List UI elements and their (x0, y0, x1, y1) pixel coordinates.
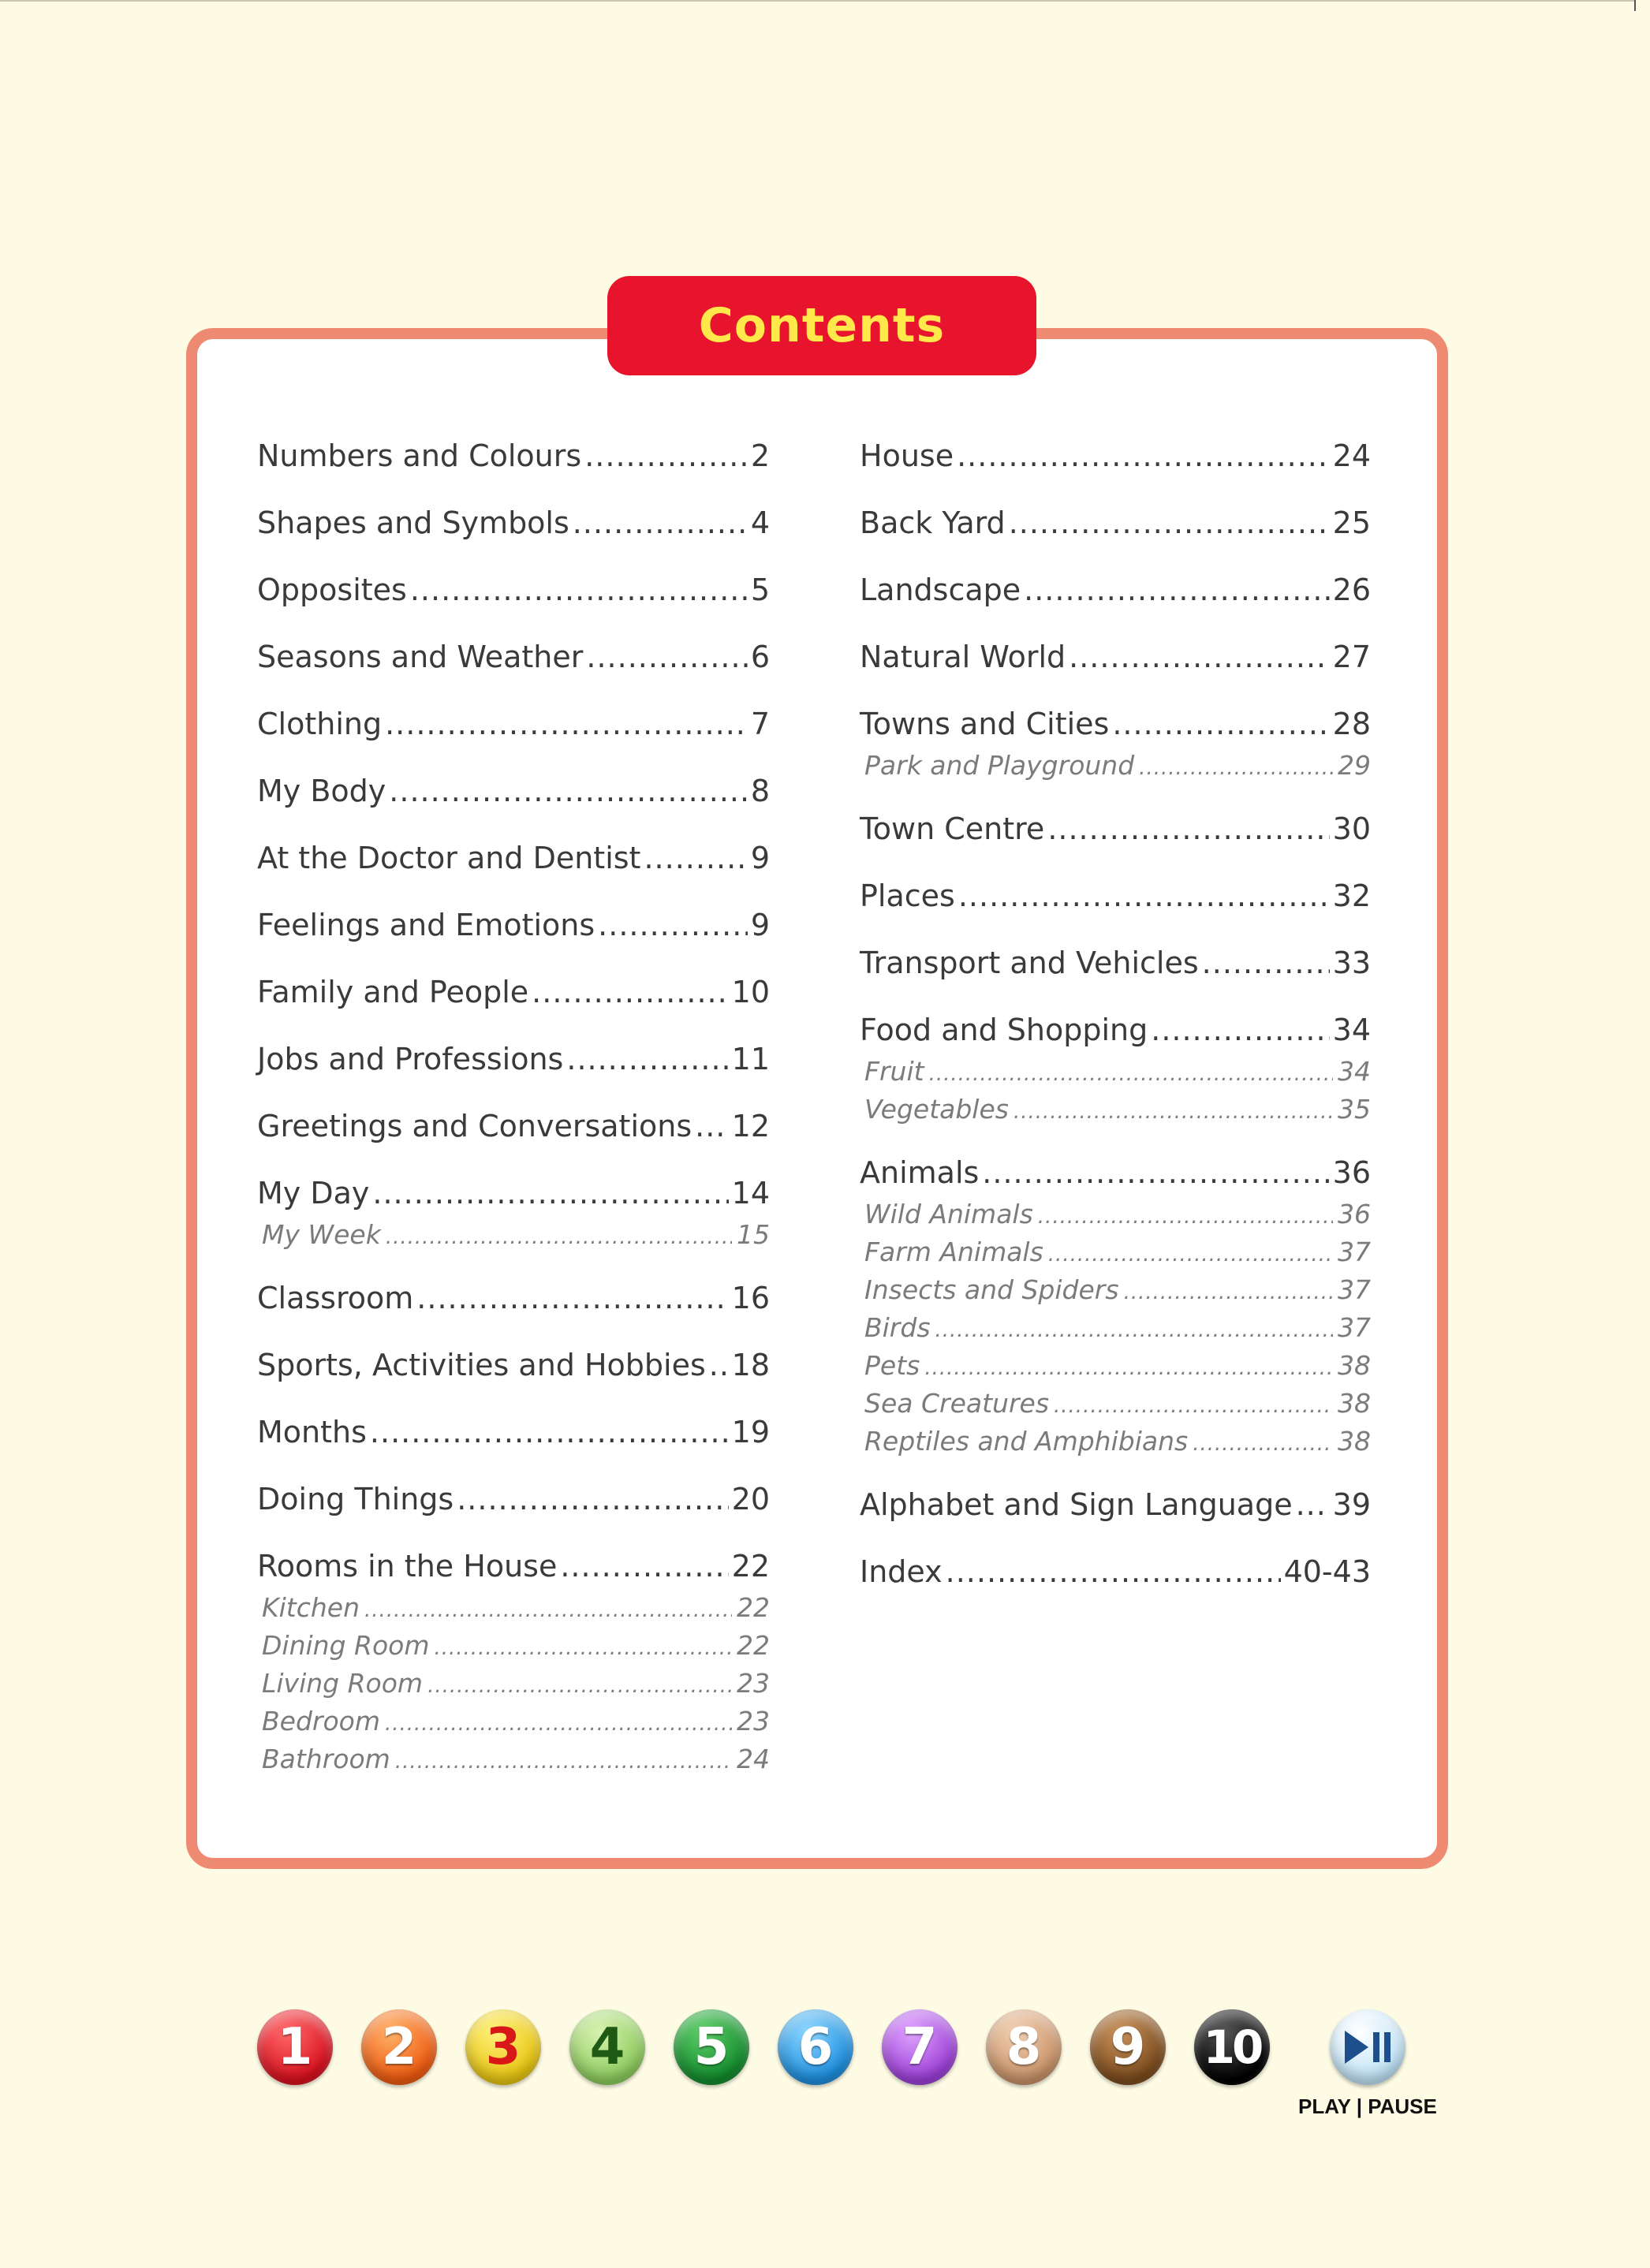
toc-entry-transport-and-vehicles[interactable] (860, 946, 1371, 1013)
dot-leader (566, 1042, 728, 1076)
toc-entry-places[interactable] (860, 878, 1371, 946)
toc-entry-page: 2 (750, 438, 770, 473)
toc-entry-label: Natural World (860, 640, 1066, 674)
play-pause-button[interactable] (1330, 2009, 1405, 2085)
dot-leader (457, 1482, 728, 1516)
toc-subentry-page: 38 (1338, 1388, 1371, 1419)
track-button-1[interactable]: 1 (257, 2009, 333, 2085)
toc-subentry-label: Sea Creatures (864, 1388, 1050, 1419)
toc-entry-label: Jobs and Professions (257, 1042, 564, 1076)
toc-entry-page: 12 (731, 1109, 770, 1143)
dot-leader (957, 438, 1330, 473)
toc-subentry-label: Park and Playground (864, 750, 1135, 781)
toc-entry-page: 4 (750, 505, 770, 540)
toc-entry-my-body[interactable] (257, 774, 770, 841)
dot-leader (598, 908, 748, 942)
dot-leader (410, 573, 748, 607)
contents-left-column (257, 438, 770, 1805)
toc-subentry-page: 29 (1338, 750, 1371, 781)
contents-title: Contents (607, 276, 1036, 375)
dot-leader (1124, 1281, 1333, 1304)
toc-subentry-label: Pets (864, 1350, 920, 1381)
dot-leader (644, 841, 747, 875)
dot-leader (434, 1636, 732, 1660)
track-button-6[interactable]: 6 (778, 2009, 853, 2085)
toc-subentry-wild-animals[interactable] (860, 1199, 1371, 1237)
toc-subentry-page: 23 (737, 1668, 770, 1699)
toc-subentry-birds[interactable] (860, 1312, 1371, 1350)
toc-subentry-reptiles-and-amphibians[interactable] (860, 1426, 1371, 1464)
track-button-10[interactable]: 10 (1194, 2009, 1270, 2085)
toc-subentry-page: 37 (1338, 1312, 1371, 1343)
toc-subentry-label: Farm Animals (864, 1237, 1043, 1267)
dot-leader (1069, 640, 1330, 674)
toc-entry-label: Classroom (257, 1281, 414, 1315)
toc-subentry-farm-animals[interactable] (860, 1237, 1371, 1274)
dot-leader (560, 1549, 728, 1583)
toc-entry-landscape[interactable] (860, 573, 1371, 640)
dot-leader (935, 1319, 1333, 1342)
track-button-5[interactable]: 5 (674, 2009, 749, 2085)
toc-entry-jobs-and-professions[interactable] (257, 1042, 770, 1109)
toc-entry-label: Towns and Cities (860, 707, 1110, 741)
toc-entry-family-and-people[interactable] (257, 975, 770, 1042)
track-button-7[interactable]: 7 (882, 2009, 958, 2085)
toc-entry-page: 22 (731, 1549, 770, 1583)
dot-leader (372, 1176, 728, 1210)
dot-leader (1139, 756, 1333, 780)
toc-subentry-page: 36 (1338, 1199, 1371, 1229)
toc-subentry-page: 38 (1338, 1350, 1371, 1381)
toc-entry-page: 36 (1332, 1155, 1371, 1190)
dot-leader (1296, 1487, 1330, 1522)
dot-leader (385, 707, 748, 741)
toc-entry-sports-activities-and-hobbies[interactable] (257, 1348, 770, 1415)
toc-subentry-label: Vegetables (864, 1094, 1009, 1125)
toc-entry-page: 39 (1332, 1487, 1371, 1522)
toc-entry-label: Family and People (257, 975, 529, 1009)
dot-leader (532, 975, 728, 1009)
toc-entry-page: 9 (750, 908, 770, 942)
toc-entry-page: 32 (1332, 878, 1371, 913)
toc-subentry-kitchen[interactable] (257, 1592, 770, 1630)
toc-entry-label: Shapes and Symbols (257, 505, 569, 540)
toc-entry-page: 28 (1332, 707, 1371, 741)
dot-leader (695, 1109, 729, 1143)
toc-entry-page: 34 (1332, 1013, 1371, 1047)
toc-entry-house[interactable] (860, 438, 1371, 505)
toc-entry-label: Opposites (257, 573, 407, 607)
dot-leader (1193, 1432, 1333, 1456)
toc-entry-label: Doing Things (257, 1482, 454, 1516)
toc-entry-alphabet-and-sign-language[interactable] (860, 1487, 1371, 1554)
toc-entry-natural-world[interactable] (860, 640, 1371, 707)
toc-subentry-label: Insects and Spiders (864, 1274, 1119, 1305)
dot-leader (929, 1062, 1333, 1086)
toc-entry-classroom[interactable] (257, 1281, 770, 1348)
contents-right-column (860, 438, 1371, 1621)
toc-entry-page: 8 (750, 774, 770, 808)
toc-entry-label: Town Centre (860, 811, 1045, 846)
dot-leader (1151, 1013, 1329, 1047)
dot-leader (427, 1674, 732, 1698)
toc-subentry-label: Wild Animals (864, 1199, 1033, 1229)
toc-entry-label: Feelings and Emotions (257, 908, 595, 942)
dot-leader (1009, 505, 1330, 540)
toc-entry-clothing[interactable] (257, 707, 770, 774)
toc-entry-at-the-doctor-and-dentist[interactable] (257, 841, 770, 908)
dot-leader (1054, 1394, 1333, 1418)
toc-subentry-fruit[interactable] (860, 1056, 1371, 1094)
toc-subentry-bathroom[interactable] (257, 1744, 770, 1781)
toc-entry-greetings-and-conversations[interactable] (257, 1109, 770, 1176)
toc-entry-label: My Day (257, 1176, 370, 1210)
toc-entry-label: Index (860, 1554, 943, 1589)
dot-leader (573, 505, 748, 540)
toc-subentry-page: 22 (737, 1592, 770, 1623)
toc-entry-page: 11 (731, 1042, 770, 1076)
track-button-9[interactable]: 9 (1090, 2009, 1166, 2085)
toc-subentry-label: Bathroom (262, 1744, 390, 1774)
dot-leader (1048, 1243, 1333, 1266)
dot-leader (982, 1155, 1329, 1190)
toc-entry-page: 7 (750, 707, 770, 741)
toc-subentry-label: Dining Room (262, 1630, 430, 1661)
dot-leader (584, 438, 748, 473)
toc-entry-page: 27 (1332, 640, 1371, 674)
toc-subentry-park-and-playground[interactable] (860, 750, 1371, 788)
toc-entry-label: Greetings and Conversations (257, 1109, 692, 1143)
toc-entry-page: 25 (1332, 505, 1371, 540)
toc-subentry-living-room[interactable] (257, 1668, 770, 1706)
toc-entry-label: At the Doctor and Dentist (257, 841, 641, 875)
toc-entry-page: 33 (1332, 946, 1371, 980)
dot-leader (946, 1554, 1281, 1589)
toc-entry-page: 20 (731, 1482, 770, 1516)
toc-subentry-bedroom[interactable] (257, 1706, 770, 1744)
dot-leader (385, 1712, 732, 1736)
toc-entry-label: Places (860, 878, 955, 913)
toc-subentry-page: 37 (1338, 1237, 1371, 1267)
toc-subentry-label: My Week (262, 1219, 381, 1250)
toc-entry-numbers-and-colours[interactable] (257, 438, 770, 505)
toc-subentry-page: 15 (737, 1219, 770, 1250)
dot-leader (924, 1356, 1333, 1380)
toc-entry-page: 16 (731, 1281, 770, 1315)
play-pause-control (1298, 2009, 1437, 2119)
toc-subentry-label: Birds (864, 1312, 931, 1343)
toc-subentry-my-week[interactable] (257, 1219, 770, 1257)
toc-entry-label: Back Yard (860, 505, 1006, 540)
toc-entry-seasons-and-weather[interactable] (257, 640, 770, 707)
toc-subentry-label: Reptiles and Amphibians (864, 1426, 1189, 1457)
track-button-2[interactable]: 2 (361, 2009, 437, 2085)
play-pause-label: PLAY | PAUSE (1298, 2095, 1437, 2118)
toc-subentry-page: 35 (1338, 1094, 1371, 1125)
toc-entry-label: Landscape (860, 573, 1021, 607)
toc-entry-label: Sports, Activities and Hobbies (257, 1348, 706, 1382)
dot-leader (709, 1348, 729, 1382)
toc-subentry-sea-creatures[interactable] (860, 1388, 1371, 1426)
toc-entry-page: 30 (1332, 811, 1371, 846)
toc-entry-label: Seasons and Weather (257, 640, 584, 674)
toc-entry-label: Clothing (257, 707, 383, 741)
toc-entry-page: 5 (750, 573, 770, 607)
toc-entry-back-yard[interactable] (860, 505, 1371, 573)
toc-entry-label: Alphabet and Sign Language (860, 1487, 1293, 1522)
toc-entry-label: House (860, 438, 954, 473)
dot-leader (586, 640, 747, 674)
toc-entry-months[interactable] (257, 1415, 770, 1482)
dot-leader (395, 1750, 732, 1774)
dot-leader (958, 878, 1330, 913)
dot-leader (1024, 573, 1330, 607)
toc-entry-label: Transport and Vehicles (860, 946, 1199, 980)
dot-leader (1202, 946, 1330, 980)
toc-subentry-label: Bedroom (262, 1706, 380, 1736)
toc-entry-page: 26 (1332, 573, 1371, 607)
toc-subentry-insects-and-spiders[interactable] (860, 1274, 1371, 1312)
audio-player (257, 2009, 1437, 2119)
toc-entry-label: Rooms in the House (257, 1549, 558, 1583)
toc-entry-label: Animals (860, 1155, 980, 1190)
toc-subentry-page: 22 (737, 1630, 770, 1661)
dot-leader (1047, 811, 1329, 846)
toc-subentry-page: 24 (737, 1744, 770, 1774)
toc-entry-town-centre[interactable] (860, 811, 1371, 878)
track-button-8[interactable]: 8 (986, 2009, 1062, 2085)
toc-entry-page: 10 (731, 975, 770, 1009)
toc-entry-page: 40-43 (1283, 1554, 1371, 1589)
toc-entry-page: 14 (731, 1176, 770, 1210)
toc-subentry-label: Living Room (262, 1668, 424, 1699)
toc-subentry-vegetables[interactable] (860, 1094, 1371, 1132)
toc-subentry-page: 37 (1338, 1274, 1371, 1305)
dot-leader (370, 1415, 729, 1449)
dot-leader (1038, 1205, 1333, 1229)
toc-subentry-dining-room[interactable] (257, 1630, 770, 1668)
toc-entry-feelings-and-emotions[interactable] (257, 908, 770, 975)
toc-subentry-page: 23 (737, 1706, 770, 1736)
toc-entry-doing-things[interactable] (257, 1482, 770, 1549)
page-top-rule (0, 0, 1634, 6)
track-button-4[interactable]: 4 (569, 2009, 645, 2085)
dot-leader (1014, 1100, 1333, 1124)
dot-leader (416, 1281, 728, 1315)
toc-entry-page: 18 (731, 1348, 770, 1382)
toc-subentry-page: 34 (1338, 1056, 1371, 1087)
toc-entry-page: 6 (750, 640, 770, 674)
dot-leader (364, 1598, 732, 1622)
toc-entry-label: Food and Shopping (860, 1013, 1148, 1047)
toc-entry-page: 24 (1332, 438, 1371, 473)
toc-entry-label: My Body (257, 774, 386, 808)
toc-entry-shapes-and-symbols[interactable] (257, 505, 770, 573)
toc-entry-page: 9 (750, 841, 770, 875)
toc-entry-page: 19 (731, 1415, 770, 1449)
dot-leader (389, 774, 748, 808)
toc-entry-label: Months (257, 1415, 367, 1449)
play-pause-icon (1342, 2027, 1394, 2067)
toc-subentry-label: Kitchen (262, 1592, 360, 1623)
toc-subentry-label: Fruit (864, 1056, 924, 1087)
toc-subentry-page: 38 (1338, 1426, 1371, 1457)
toc-subentry-pets[interactable] (860, 1350, 1371, 1388)
toc-entry-index[interactable] (860, 1554, 1371, 1621)
dot-leader (1112, 707, 1329, 741)
track-button-3[interactable]: 3 (465, 2009, 541, 2085)
toc-entry-opposites[interactable] (257, 573, 770, 640)
toc-entry-label: Numbers and Colours (257, 438, 582, 473)
dot-leader (386, 1225, 732, 1249)
